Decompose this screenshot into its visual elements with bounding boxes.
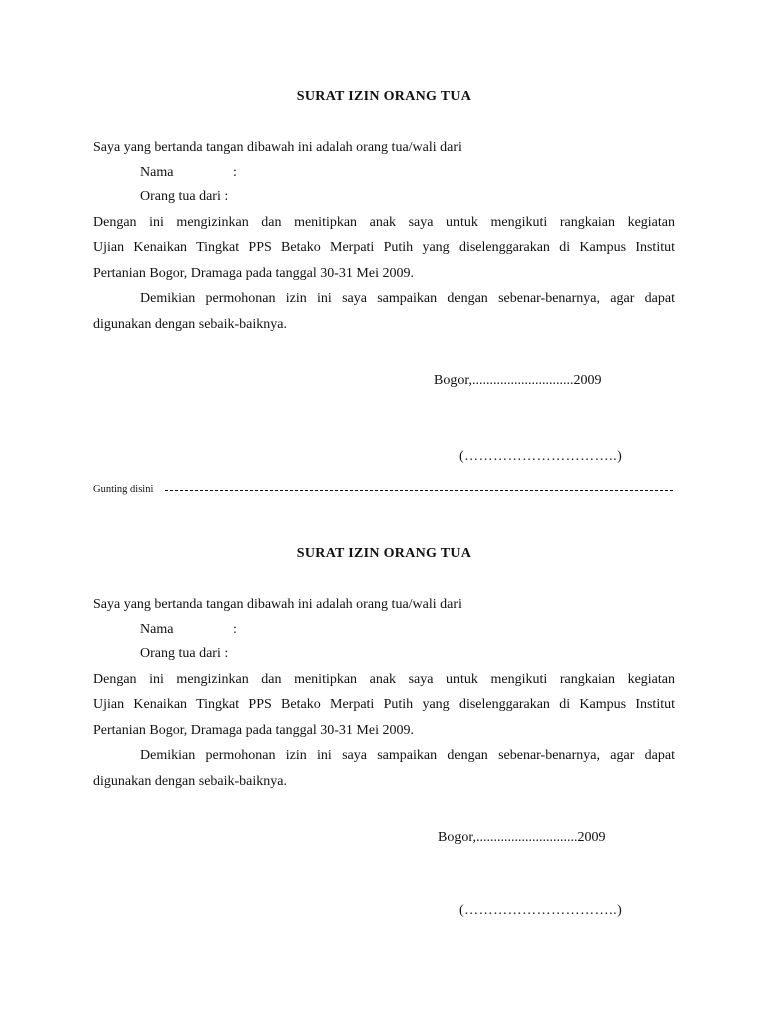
place-date: Bogor,.............................2009 — [438, 830, 606, 845]
dashed-divider — [165, 490, 673, 491]
consent-line: Ujian Kenaikan Tingkat PPS Betako Merpati Putih yang diselenggarakan di Kampus Institut — [93, 240, 675, 255]
closing-line: digunakan dengan sebaik-baiknya. — [93, 316, 287, 332]
intro-text: Saya yang bertanda tangan dibawah ini adalah orang tua/wali dari — [93, 140, 462, 155]
signature-line: (…………………………..) — [459, 449, 623, 464]
name-field — [93, 161, 675, 186]
consent-line: Ujian Kenaikan Tingkat PPS Betako Merpati Putih yang diselenggarakan di Kampus Institut — [93, 697, 675, 712]
closing-line: Demikian permohonan izin ini saya sampaikan dengan sebenar-benarnya, agar dapat — [140, 291, 675, 306]
consent-paragraph — [93, 210, 675, 287]
closing-line: Demikian permohonan izin ini saya sampaikan dengan sebenar-benarnya, agar dapat — [140, 748, 675, 763]
closing-line: digunakan dengan sebaik-baiknya. — [93, 773, 287, 789]
closing-paragraph — [93, 286, 675, 337]
cut-line — [93, 481, 673, 497]
consent-paragraph — [93, 667, 675, 744]
letter-title: SURAT IZIN ORANG TUA — [296, 89, 472, 104]
consent-line: Pertanian Bogor, Dramaga pada tanggal 30-31 Mei 2009. — [93, 722, 414, 738]
parent-of-label: Orang tua dari : — [140, 189, 229, 204]
cut-label: Gunting disini — [93, 483, 154, 495]
name-colon: : — [233, 621, 237, 637]
name-label: Nama — [140, 621, 174, 637]
intro-text: Saya yang bertanda tangan dibawah ini adalah orang tua/wali dari — [93, 597, 462, 612]
permission-letter-bottom — [93, 545, 675, 923]
consent-line: Dengan ini mengizinkan dan menitipkan anak saya untuk mengikuti rangkaian kegiatan — [93, 214, 675, 230]
permission-letter-top — [93, 88, 675, 469]
signature-line: (…………………………..) — [459, 903, 623, 918]
name-colon: : — [233, 164, 237, 180]
closing-paragraph — [93, 743, 675, 794]
name-field — [93, 618, 675, 643]
consent-line: Dengan ini mengizinkan dan menitipkan anak saya untuk mengikuti rangkaian kegiatan — [93, 671, 675, 687]
place-date: Bogor,.............................2009 — [434, 373, 602, 388]
parent-of-label: Orang tua dari : — [140, 646, 229, 661]
letter-title: SURAT IZIN ORANG TUA — [296, 546, 472, 561]
consent-line: Pertanian Bogor, Dramaga pada tanggal 30-31 Mei 2009. — [93, 265, 414, 281]
name-label: Nama — [140, 164, 174, 180]
